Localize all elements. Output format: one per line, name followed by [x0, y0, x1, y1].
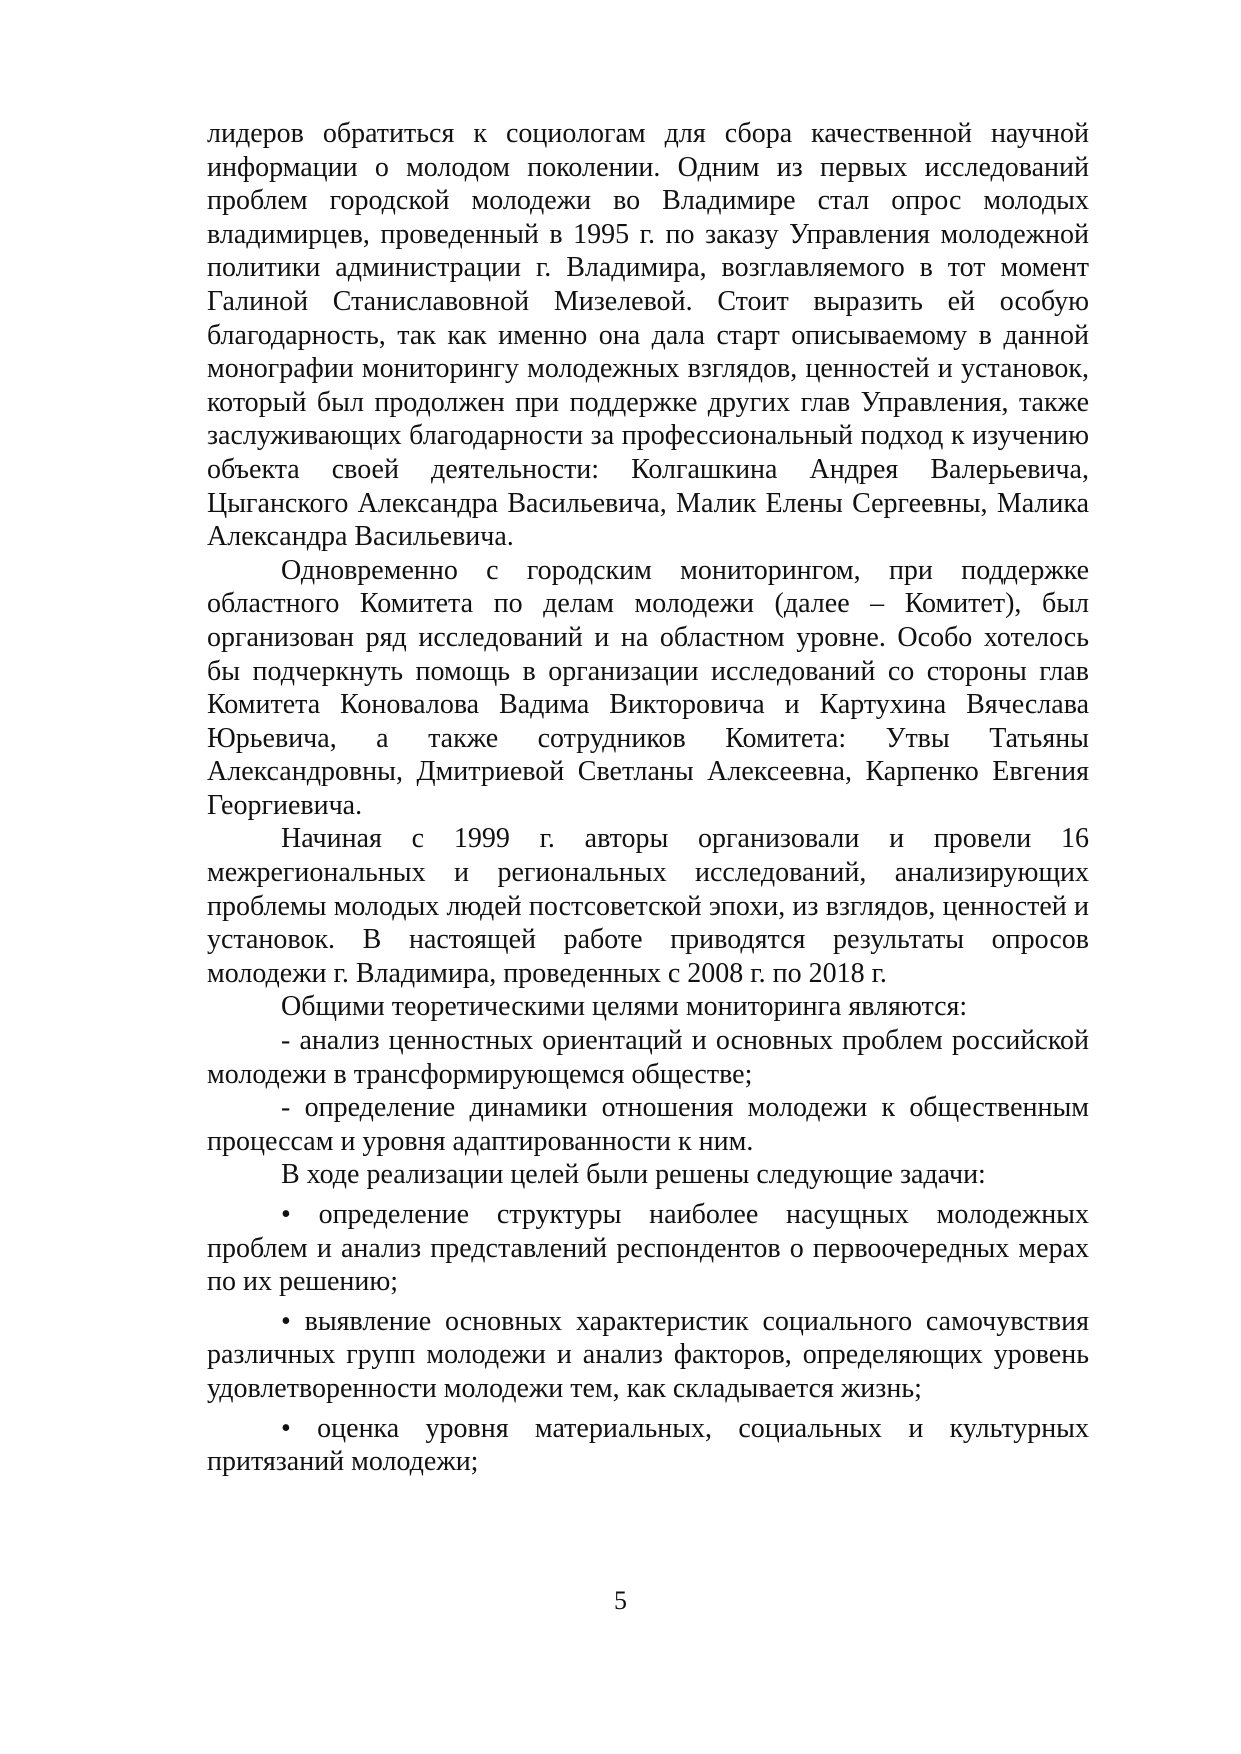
paragraph-acknowledgements-region: Одновременно с городским мониторингом, при поддержке областного Комитета по делам молодежи (далее – Комитет), был организован ряд исследований и на областном уровне. Особо хотелось бы подчеркнуть помощь в организации исследований со стороны глав Комитета Коновалова Вадима Викторовича и Картухина Вячеслава Юрьевича, а также сотрудников Комитета: Утвы Татьяны Александровны, Дмитриевой Светланы Алексеевна, Карпенко Евгения Георгиевича.	[207, 554, 1089, 821]
paragraph-goals-intro: Общими теоретическими целями мониторинга являются:	[281, 991, 968, 1023]
paragraph-tasks-intro: В ходе реализации целей были решены следующие задачи:	[281, 1159, 986, 1191]
page-number: 5	[614, 1586, 627, 1615]
paragraph-research-history: Начиная с 1999 г. авторы организовали и провели 16 межрегиональных и региональных исследований, анализирующих проблемы молодых людей постсоветской эпохи, из взглядов, ценностей и установок. В настоящей работе приводятся результаты опросов молодежи г. Владимира, проведенных с 2008 г. по 2018 г.	[207, 823, 1089, 989]
goal-item-values: - анализ ценностных ориентаций и основных проблем российской молодежи в трансформирующемся обществе;	[207, 1025, 1089, 1090]
paragraph-acknowledgements-city: лидеров обратиться к социологам для сбора качественной научной информации о молодом поколении. Одним из первых исследований проблем городской молодежи во Владимире стал опрос молодых владимирцев, проведенный в 1995 г. по заказу Управления молодежной политики администрации г. Владимира, возглавляемого в тот момент Галиной Станиславовной Мизелевой. Стоит выразить ей особую благодарность, так как именно она дала старт описываемому в данной монографии мониторингу молодежных взглядов, ценностей и установок, который был продолжен при поддержке других глав Управления, также заслуживающих благодарности за профессиональный подход к изучению объекта своей деятельности: Колгашкина Андрея Валерьевича, Цыганского Александра Васильевича, Малик Елены Сергеевны, Малика Александра Васильевича.	[207, 118, 1089, 553]
body-text	[207, 117, 1089, 1479]
task-item-aspirations: • оценка уровня материальных, социальных и культурных притязаний молодежи;	[207, 1412, 1089, 1478]
task-item-problems: • определение структуры наиболее насущных молодежных проблем и анализ представлений респондентов о первоочередных мерах по их решению;	[207, 1199, 1089, 1298]
goal-item-dynamics: - определение динамики отношения молодежи к общественным процессам и уровня адаптированности к ним.	[207, 1092, 1089, 1157]
task-item-wellbeing: • выявление основных характеристик социального самочувствия различных групп молодежи и анализ факторов, определяющих уровень удовлетворенности молодежи тем, как складывается жизнь;	[207, 1305, 1089, 1404]
